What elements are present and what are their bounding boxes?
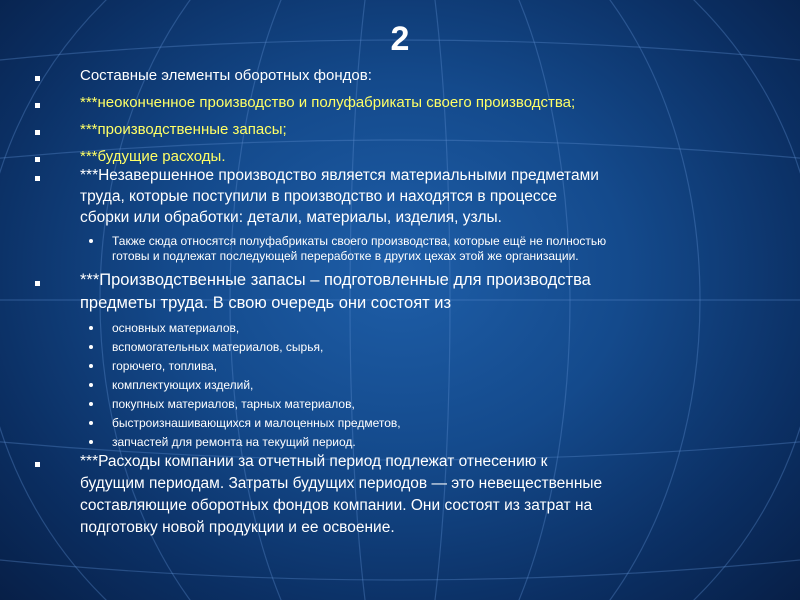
wip-line-1: ***Незавершенное производство является материальными предметами — [80, 167, 599, 184]
bullet-inventories: ***производственные запасы; — [80, 121, 287, 138]
expenses-line-1: ***Расходы компании за отчетный период подлежат отнесению к — [80, 453, 548, 470]
bullet-square-icon — [35, 103, 40, 108]
inventory-line-1: ***Производственные запасы – подготовленные для производства — [80, 271, 591, 289]
wip-line-3: сборки или обработки: детали, материалы, изделия, узлы. — [80, 209, 502, 226]
bullet-square-icon — [35, 130, 40, 135]
bullet-wip-semi-finished: ***неоконченное производство и полуфабрикаты своего производства; — [80, 94, 576, 111]
inventory-sub-item: покупных материалов, тарных материалов, — [112, 397, 355, 411]
wip-sub-line-1: Также сюда относятся полуфабрикаты своего производства, которые ещё не полностью — [112, 234, 607, 248]
inventory-sub-item: запчастей для ремонта на текущий период. — [112, 435, 356, 449]
sub-bullet-dot-icon — [89, 345, 93, 349]
sub-bullet-dot-icon — [89, 326, 93, 330]
bullet-square-icon — [35, 281, 40, 286]
bullet-future-expenses: ***будущие расходы. — [80, 148, 226, 165]
wip-sub-line-2: готовы и подлежат последующей переработке в других цехах этой же организации. — [112, 249, 579, 263]
bullet-square-icon — [35, 176, 40, 181]
sub-bullet-dot-icon — [89, 421, 93, 425]
expenses-line-3: составляющие оборотных фондов компании. Они состоят из затрат на — [80, 497, 593, 514]
bullet-square-icon — [35, 462, 40, 467]
sub-bullet-dot-icon — [89, 440, 93, 444]
inventory-sub-item: быстроизнашивающихся и малоценных предметов, — [112, 416, 401, 430]
sub-bullet-dot-icon — [89, 239, 93, 243]
bullet-square-icon — [35, 76, 40, 81]
wip-line-2: труда, которые поступили в производство и находятся в процессе — [80, 188, 557, 205]
expenses-line-2: будущим периодам. Затраты будущих периодов — это невещественные — [80, 475, 603, 492]
sub-bullet-dot-icon — [89, 402, 93, 406]
inventory-sub-item: вспомогательных материалов, сырья, — [112, 340, 324, 354]
inventory-sub-item: основных материалов, — [112, 321, 240, 335]
sub-bullet-dot-icon — [89, 383, 93, 387]
inventory-sub-item: горючего, топлива, — [112, 359, 218, 373]
bullet-components-heading: Составные элементы оборотных фондов: — [80, 67, 372, 84]
sub-bullet-dot-icon — [89, 364, 93, 368]
bullet-square-icon — [35, 157, 40, 162]
inventory-line-2: предметы труда. В свою очередь они состоят из — [80, 294, 452, 312]
slide-title: 2 — [390, 20, 410, 58]
inventory-sub-item: комплектующих изделий, — [112, 378, 254, 392]
expenses-line-4: подготовку новой продукции и ее освоение. — [80, 519, 395, 536]
